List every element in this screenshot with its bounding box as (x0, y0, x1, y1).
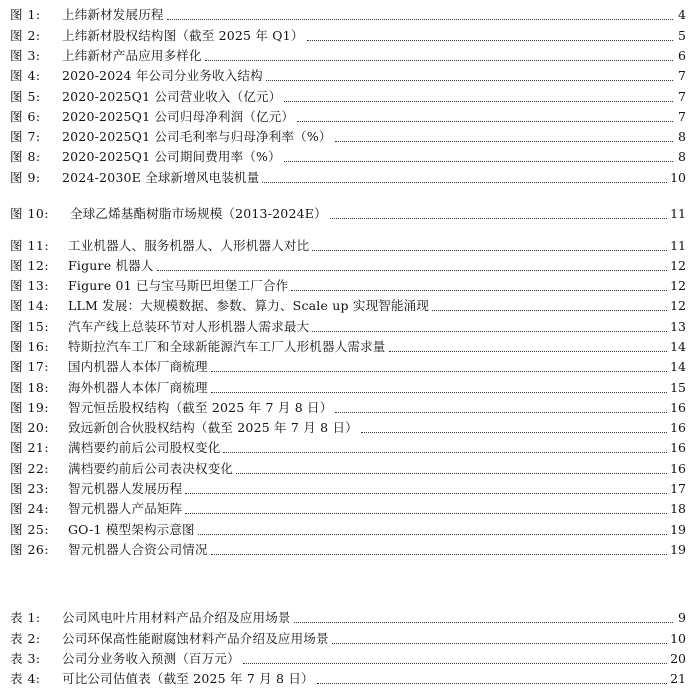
entry-label: 图 23: (10, 481, 50, 496)
figure-entry-7[interactable] (10, 128, 686, 146)
entry-title: 2020-2025Q1 公司归母净利润（亿元） (62, 109, 295, 124)
entry-page-number: 19 (670, 542, 686, 557)
dot-leader (167, 19, 673, 20)
dot-leader (157, 270, 668, 271)
table-entry-4[interactable] (10, 670, 686, 688)
entry-title: 满档要约前后公司股权变化 (68, 440, 221, 455)
dot-leader (297, 121, 673, 122)
entry-title: 上纬新材产品应用多样化 (62, 48, 202, 63)
entry-page-number: 11 (670, 206, 686, 221)
dot-leader (185, 493, 667, 494)
entry-label: 图 14: (10, 298, 50, 313)
table-entry-3[interactable] (10, 650, 686, 668)
entry-page-number: 14 (670, 359, 686, 374)
entry-title: 2020-2025Q1 公司营业收入（亿元） (62, 89, 282, 104)
entry-title: 全球乙烯基酯树脂市场规模（2013-2024E） (70, 206, 327, 221)
dot-leader (330, 218, 667, 219)
entry-label: 图 11: (10, 238, 50, 253)
entry-label: 图 16: (10, 339, 50, 354)
dot-leader (307, 40, 673, 41)
dot-leader (211, 371, 667, 372)
entry-label: 图 24: (10, 501, 50, 516)
dot-leader (211, 554, 667, 555)
dot-leader (294, 622, 673, 623)
figure-entry-8[interactable] (10, 148, 686, 166)
entry-title: 公司环保高性能耐腐蚀材料产品介绍及应用场景 (62, 631, 329, 646)
entry-page-number: 8 (678, 149, 686, 164)
figure-entry-2[interactable] (10, 27, 686, 45)
entry-label: 图 6: (10, 109, 41, 124)
dot-leader (291, 290, 667, 291)
entry-page-number: 10 (670, 631, 686, 646)
entry-label: 图 8: (10, 149, 41, 164)
entry-page-number: 9 (678, 610, 686, 625)
figure-entry-25[interactable] (10, 521, 686, 539)
entry-title: 国内机器人本体厂商梳理 (68, 359, 208, 374)
entry-page-number: 12 (670, 298, 686, 313)
entry-title: 2020-2024 年公司分业务收入结构 (62, 68, 263, 83)
entry-title: 智元机器人合资公司情况 (68, 542, 208, 557)
dot-leader (361, 432, 667, 433)
entry-title: 公司风电叶片用材料产品介绍及应用场景 (62, 610, 291, 625)
figure-entry-23[interactable] (10, 480, 686, 498)
entry-page-number: 20 (670, 651, 686, 666)
entry-title: 2024-2030E 全球新增风电装机量 (62, 170, 260, 185)
entry-label: 图 10: (10, 206, 50, 221)
entry-label: 图 3: (10, 48, 41, 63)
entry-page-number: 13 (670, 319, 686, 334)
dot-leader (335, 141, 673, 142)
entry-title: 汽车产线上总装环节对人形机器人需求最大 (68, 319, 310, 334)
dot-leader (236, 473, 667, 474)
dot-leader (223, 452, 667, 453)
dot-leader (211, 392, 667, 393)
figure-entry-19[interactable] (10, 399, 686, 417)
figure-entry-18[interactable] (10, 379, 686, 397)
dot-leader (389, 351, 668, 352)
entry-title: 上纬新材股权结构图（截至 2025 年 Q1） (62, 28, 304, 43)
dot-leader (243, 663, 667, 664)
figure-entry-20[interactable] (10, 419, 686, 437)
entry-page-number: 12 (670, 278, 686, 293)
entry-label: 图 17: (10, 359, 50, 374)
entry-title: 智元恒岳股权结构（截至 2025 年 7 月 8 日） (68, 400, 333, 415)
entry-label: 图 20: (10, 420, 50, 435)
entry-title: 致远新创合伙股权结构（截至 2025 年 7 月 8 日） (68, 420, 358, 435)
entry-label: 图 13: (10, 278, 50, 293)
entry-page-number: 18 (670, 501, 686, 516)
dot-leader (312, 331, 667, 332)
entry-page-number: 11 (670, 238, 686, 253)
figure-entry-15[interactable] (10, 318, 686, 336)
entry-title: 2020-2025Q1 公司毛利率与归母净利率（%） (62, 129, 332, 144)
entry-page-number: 10 (670, 170, 686, 185)
dot-leader (205, 60, 673, 61)
entry-label: 图 22: (10, 461, 50, 476)
entry-page-number: 14 (670, 339, 686, 354)
entry-title: 海外机器人本体厂商梳理 (68, 380, 208, 395)
entry-page-number: 8 (678, 129, 686, 144)
dot-leader (432, 310, 667, 311)
entry-label: 图 19: (10, 400, 50, 415)
dot-leader (266, 80, 673, 81)
entry-label: 表 2: (10, 631, 41, 646)
entry-page-number: 6 (678, 48, 686, 63)
figure-entry-4[interactable] (10, 67, 686, 85)
entry-title: LLM 发展：大规模数据、参数、算力、Scale up 实现智能涌现 (68, 298, 430, 313)
entry-page-number: 7 (678, 109, 686, 124)
entry-page-number: 4 (678, 7, 686, 22)
table-entry-1[interactable] (10, 609, 686, 627)
entry-page-number: 12 (670, 258, 686, 273)
entry-page-number: 17 (670, 481, 686, 496)
entry-label: 图 7: (10, 129, 41, 144)
dot-leader (317, 683, 667, 684)
table-entry-2[interactable] (10, 630, 686, 648)
entry-page-number: 5 (678, 28, 686, 43)
entry-label: 图 4: (10, 68, 41, 83)
entry-title: 2020-2025Q1 公司期间费用率（%） (62, 149, 281, 164)
figure-entry-22[interactable] (10, 460, 686, 478)
entry-title: 公司分业务收入预测（百万元） (62, 651, 240, 666)
figure-entry-13[interactable] (10, 277, 686, 295)
dot-leader (312, 250, 667, 251)
entry-title: Figure 01 已与宝马斯巴坦堡工厂合作 (68, 278, 289, 293)
dot-leader (332, 643, 667, 644)
entry-page-number: 16 (670, 400, 686, 415)
entry-title: 满档要约前后公司表决权变化 (68, 461, 234, 476)
entry-label: 表 1: (10, 610, 41, 625)
entry-label: 图 25: (10, 522, 50, 537)
dot-leader (335, 412, 667, 413)
entry-title: 工业机器人、服务机器人、人形机器人对比 (68, 238, 310, 253)
dot-leader (284, 101, 673, 102)
entry-label: 表 3: (10, 651, 41, 666)
figure-entry-1[interactable] (10, 6, 686, 24)
entry-title: Figure 机器人 (68, 258, 154, 273)
figure-entry-9[interactable] (10, 169, 686, 187)
entry-page-number: 7 (678, 68, 686, 83)
entry-label: 图 1: (10, 7, 41, 22)
dot-leader (198, 534, 667, 535)
figure-entry-12[interactable] (10, 257, 686, 275)
figure-entry-26[interactable] (10, 541, 686, 559)
figure-entry-16[interactable] (10, 338, 686, 356)
entry-title: 上纬新材发展历程 (62, 7, 164, 22)
entry-label: 表 4: (10, 671, 41, 686)
entry-title: 智元机器人发展历程 (68, 481, 183, 496)
figure-entry-10[interactable] (10, 205, 686, 223)
entry-page-number: 19 (670, 522, 686, 537)
figure-entry-17[interactable] (10, 358, 686, 376)
entry-page-number: 15 (670, 380, 686, 395)
entry-title: 特斯拉汽车工厂和全球新能源汽车工厂人形机器人需求量 (68, 339, 386, 354)
entry-label: 图 21: (10, 440, 50, 455)
entry-title: 智元机器人产品矩阵 (68, 501, 183, 516)
figure-entry-21[interactable] (10, 439, 686, 457)
entry-label: 图 9: (10, 170, 41, 185)
dot-leader (185, 513, 667, 514)
entry-title: GO-1 模型架构示意图 (68, 522, 195, 537)
entry-page-number: 7 (678, 89, 686, 104)
entry-label: 图 12: (10, 258, 50, 273)
entry-page-number: 16 (670, 440, 686, 455)
figure-entry-5[interactable] (10, 88, 686, 106)
entry-label: 图 15: (10, 319, 50, 334)
entry-label: 图 5: (10, 89, 41, 104)
dot-leader (284, 161, 673, 162)
figure-entry-14[interactable] (10, 297, 686, 315)
figure-entry-24[interactable] (10, 500, 686, 518)
entry-page-number: 16 (670, 461, 686, 476)
figure-entry-3[interactable] (10, 47, 686, 65)
dot-leader (262, 182, 667, 183)
entry-page-number: 16 (670, 420, 686, 435)
figure-entry-6[interactable] (10, 108, 686, 126)
entry-label: 图 26: (10, 542, 50, 557)
entry-page-number: 21 (670, 671, 686, 686)
figure-entry-11[interactable] (10, 237, 686, 255)
entry-label: 图 2: (10, 28, 41, 43)
entry-label: 图 18: (10, 380, 50, 395)
entry-title: 可比公司估值表（截至 2025 年 7 月 8 日） (62, 671, 314, 686)
